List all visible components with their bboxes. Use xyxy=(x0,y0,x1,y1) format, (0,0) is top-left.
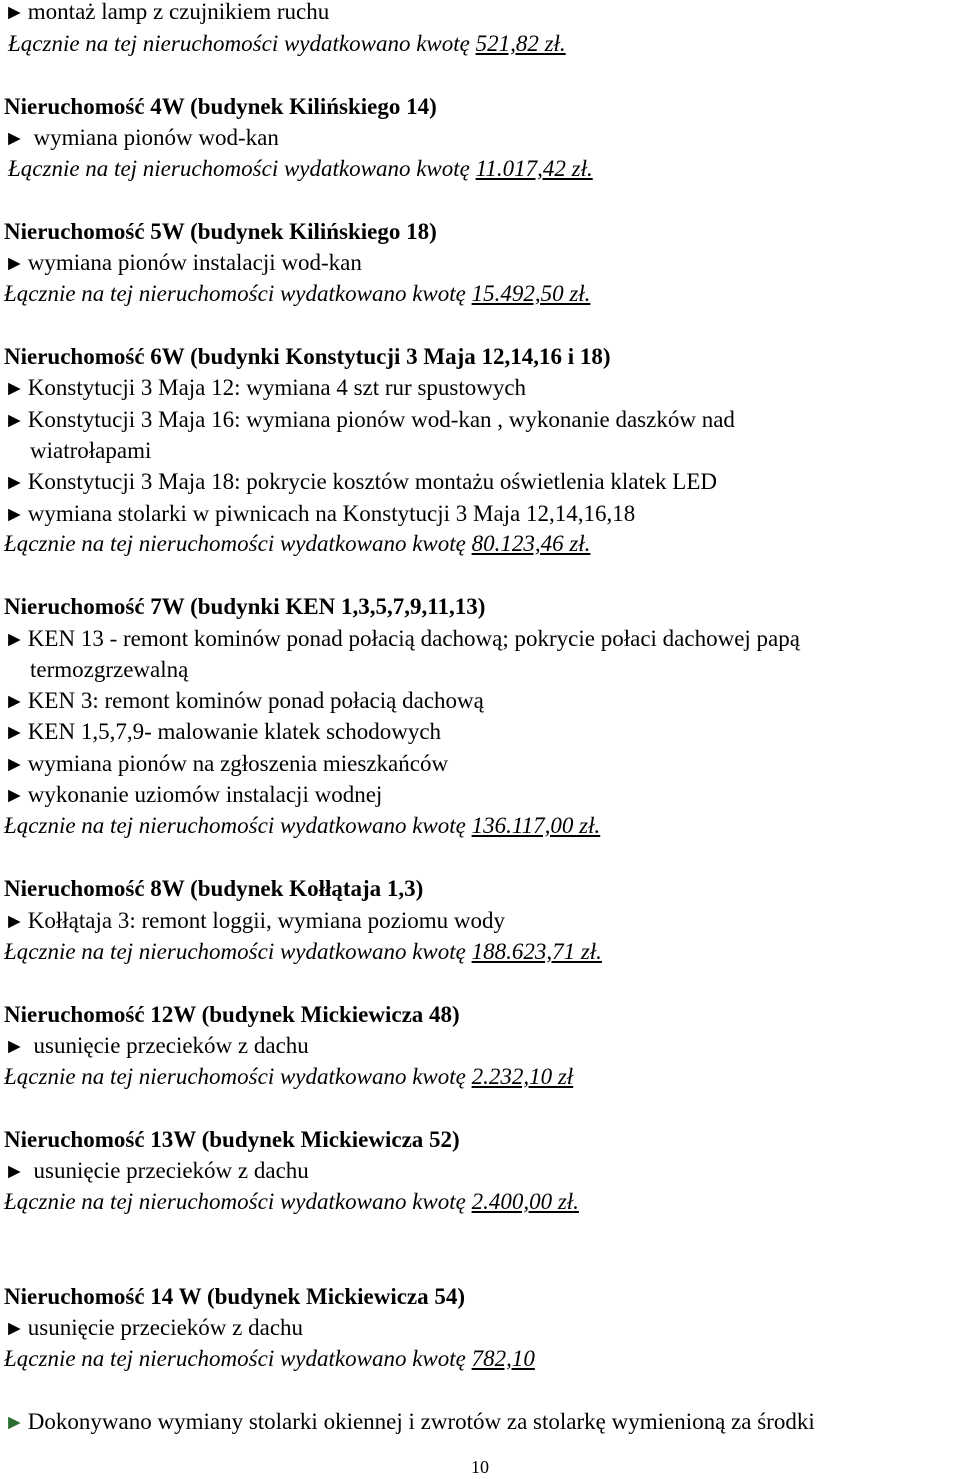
list-item: ► Kołłątaja 3: remont loggii, wymiana poziomu wody xyxy=(4,906,505,936)
list-item: ► wykonanie uziomów instalacji wodnej xyxy=(4,780,382,810)
list-item: ► Konstytucji 3 Maja 16: wymiana pionów wod-kan , wykonanie daszków nad xyxy=(4,405,735,435)
total-line: Łącznie na tej nieruchomości wydatkowano kwotę 2.232,10 zł xyxy=(4,1064,574,1089)
list-item-continuation: wiatrołapami xyxy=(30,438,152,463)
bullet-arrow-icon: ► xyxy=(4,1159,25,1183)
total-amount: 2.400,00 zł. xyxy=(471,1189,579,1214)
list-item: ► wymiana pionów na zgłoszenia mieszkańców xyxy=(4,749,448,779)
bullet-arrow-icon: ► xyxy=(4,408,25,432)
section-heading: Nieruchomość 12W (budynek Mickiewicza 48) xyxy=(4,1002,460,1027)
section-heading: Nieruchomość 5W (budynek Kilińskiego 18) xyxy=(4,219,437,244)
total-line: Łącznie na tej nieruchomości wydatkowano kwotę 15.492,50 zł. xyxy=(4,281,591,306)
section-heading: Nieruchomość 4W (budynek Kilińskiego 14) xyxy=(4,94,437,119)
section-heading: Nieruchomość 8W (budynek Kołłątaja 1,3) xyxy=(4,876,424,901)
bullet-arrow-icon: ► xyxy=(4,909,25,933)
bullet-arrow-icon: ► xyxy=(4,783,25,807)
total-amount: 15.492,50 zł. xyxy=(471,281,591,306)
total-line: Łącznie na tej nieruchomości wydatkowano kwotę 136.117,00 zł. xyxy=(4,813,601,838)
total-amount: 188.623,71 zł. xyxy=(471,939,602,964)
total-amount: 521,82 zł. xyxy=(475,31,566,56)
bullet-arrow-icon: ► xyxy=(4,689,25,713)
bullet-arrow-icon: ► xyxy=(4,126,25,150)
list-item: ► KEN 3: remont kominów ponad połacią dachową xyxy=(4,686,484,716)
final-note: ► Dokonywano wymiany stolarki okiennej i zwrotów za stolarkę wymienioną za środki xyxy=(4,1407,815,1437)
list-item-continuation: termozgrzewalną xyxy=(30,657,189,682)
bullet-arrow-icon: ► xyxy=(4,0,25,24)
bullet-arrow-icon: ► xyxy=(4,720,25,744)
bullet-arrow-icon: ► xyxy=(4,502,25,526)
bullet-arrow-icon: ► xyxy=(4,1316,25,1340)
total-line: Łącznie na tej nieruchomości wydatkowano kwotę 782,10 xyxy=(4,1346,535,1371)
bullet-arrow-icon: ► xyxy=(4,1034,25,1058)
total-amount: 136.117,00 zł. xyxy=(471,813,601,838)
section-heading: Nieruchomość 7W (budynki KEN 1,3,5,7,9,11,13) xyxy=(4,594,486,619)
bullet-arrow-icon: ► xyxy=(4,470,25,494)
list-item: ► usunięcie przecieków z dachu xyxy=(4,1031,309,1061)
page-number: 10 xyxy=(471,1457,489,1477)
bullet-arrow-icon: ► xyxy=(4,752,25,776)
total-amount: 2.232,10 zł xyxy=(471,1064,574,1089)
total-line: Łącznie na tej nieruchomości wydatkowano kwotę 521,82 zł. xyxy=(8,31,566,56)
list-item: ► wymiana pionów wod-kan xyxy=(4,123,279,153)
total-line: Łącznie na tej nieruchomości wydatkowano kwotę 80.123,46 zł. xyxy=(4,531,591,556)
total-amount: 80.123,46 zł. xyxy=(471,531,591,556)
total-line: Łącznie na tej nieruchomości wydatkowano kwotę 2.400,00 zł. xyxy=(4,1189,579,1214)
bullet-arrow-icon: ► xyxy=(4,627,25,651)
section-heading: Nieruchomość 13W (budynek Mickiewicza 52) xyxy=(4,1127,460,1152)
list-item: ► montaż lamp z czujnikiem ruchu xyxy=(4,0,329,27)
section-heading: Nieruchomość 6W (budynki Konstytucji 3 Maja 12,14,16 i 18) xyxy=(4,344,611,369)
bullet-arrow-icon: ► xyxy=(4,1410,25,1434)
list-item: ► Konstytucji 3 Maja 12: wymiana 4 szt rur spustowych xyxy=(4,373,526,403)
list-item: ► KEN 1,5,7,9- malowanie klatek schodowych xyxy=(4,717,441,747)
total-amount: 11.017,42 zł. xyxy=(475,156,593,181)
total-line: Łącznie na tej nieruchomości wydatkowano kwotę 11.017,42 zł. xyxy=(8,156,593,181)
section-heading: Nieruchomość 14 W (budynek Mickiewicza 54) xyxy=(4,1284,466,1309)
list-item: ► usunięcie przecieków z dachu xyxy=(4,1313,303,1343)
list-item: ► wymiana stolarki w piwnicach na Konstytucji 3 Maja 12,14,16,18 xyxy=(4,499,635,529)
total-amount: 782,10 xyxy=(471,1346,535,1371)
bullet-arrow-icon: ► xyxy=(4,376,25,400)
total-line: Łącznie na tej nieruchomości wydatkowano kwotę 188.623,71 zł. xyxy=(4,939,602,964)
bullet-arrow-icon: ► xyxy=(4,251,25,275)
list-item: ► Konstytucji 3 Maja 18: pokrycie kosztów montażu oświetlenia klatek LED xyxy=(4,467,717,497)
list-item: ► KEN 13 - remont kominów ponad połacią dachową; pokrycie połaci dachowej papą xyxy=(4,624,800,654)
list-item: ► usunięcie przecieków z dachu xyxy=(4,1156,309,1186)
list-item: ► wymiana pionów instalacji wod-kan xyxy=(4,248,362,278)
